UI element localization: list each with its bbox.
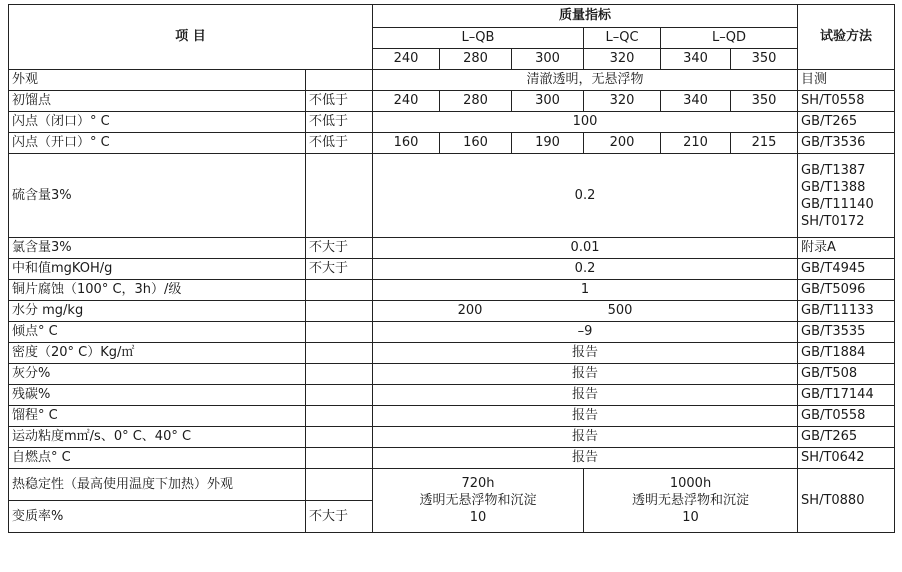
row-method: SH/T0642: [798, 448, 895, 469]
thermal-right-value: 1000h 透明无悬浮物和沉淀 10: [584, 469, 798, 533]
row-limit: [306, 427, 373, 448]
row-limit: [306, 343, 373, 364]
row-method: GB/T4945: [798, 259, 895, 280]
row-value: 200: [584, 133, 661, 154]
row-limit: 不低于: [306, 112, 373, 133]
row-name: 中和值mgKOH/g: [9, 259, 306, 280]
row-method: GB/T265: [798, 427, 895, 448]
row-limit: [306, 364, 373, 385]
row-method: GB/T1387 GB/T1388 GB/T11140 SH/T0172: [798, 154, 895, 238]
table-row: [9, 154, 895, 238]
row-name: 密度（20° C）Kg/㎡: [9, 343, 306, 364]
thermal-left-value: 720h 透明无悬浮物和沉淀 10: [373, 469, 584, 533]
row-value: –9: [373, 322, 798, 343]
row-name: 热稳定性（最高使用温度下加热）外观: [9, 469, 306, 501]
grade-qd: L–QD: [661, 28, 798, 49]
table-row: [9, 343, 895, 364]
row-value: 190: [512, 133, 584, 154]
grade-qb: L–QB: [373, 28, 584, 49]
row-value: 报告: [373, 343, 798, 364]
row-method: SH/T0880: [798, 469, 895, 533]
row-limit: [306, 280, 373, 301]
table-row: [9, 427, 895, 448]
row-limit: 不低于: [306, 133, 373, 154]
row-value: 0.2: [373, 154, 798, 238]
row-value: 0.01: [373, 238, 798, 259]
table-row: [9, 385, 895, 406]
table-row: [9, 133, 895, 154]
water-value-low: 200: [457, 303, 483, 318]
grade-qc: L–QC: [584, 28, 661, 49]
row-method: GB/T11133: [798, 301, 895, 322]
row-name: 灰分%: [9, 364, 306, 385]
header-method: 试验方法: [798, 5, 895, 70]
row-value: 报告: [373, 406, 798, 427]
row-name: 运动粘度m㎡/s、0° C、40° C: [9, 427, 306, 448]
row-method: GB/T1884: [798, 343, 895, 364]
row-method: GB/T3536: [798, 133, 895, 154]
table-row: [9, 91, 895, 112]
row-value: 340: [661, 91, 731, 112]
row-name: 自燃点° C: [9, 448, 306, 469]
row-value: 240: [373, 91, 440, 112]
row-limit: 不大于: [306, 259, 373, 280]
row-name: 水分 mg/kg: [9, 301, 306, 322]
row-limit: [306, 301, 373, 322]
row-value: 210: [661, 133, 731, 154]
table-row: [9, 112, 895, 133]
row-limit: 不低于: [306, 91, 373, 112]
row-method: 目测: [798, 70, 895, 91]
sub-header: 320: [584, 49, 661, 70]
row-method: GB/T0558: [798, 406, 895, 427]
row-value: 100: [373, 112, 798, 133]
row-name: 馏程° C: [9, 406, 306, 427]
table-row: [9, 364, 895, 385]
table-row: [9, 70, 895, 91]
row-limit: [306, 322, 373, 343]
row-value: 160: [373, 133, 440, 154]
row-name: 外观: [9, 70, 306, 91]
row-limit: [306, 385, 373, 406]
row-name: 氯含量3%: [9, 238, 306, 259]
table-row: [9, 280, 895, 301]
row-method: GB/T3535: [798, 322, 895, 343]
sub-header: 300: [512, 49, 584, 70]
row-name: 铜片腐蚀（100° C，3h）/级: [9, 280, 306, 301]
table-row: [9, 406, 895, 427]
row-method: GB/T17144: [798, 385, 895, 406]
row-name: 闪点（闭口）° C: [9, 112, 306, 133]
table-row: [9, 259, 895, 280]
table-row: [9, 322, 895, 343]
row-limit: [306, 469, 373, 501]
row-limit: [306, 448, 373, 469]
header-quality: 质量指标: [373, 5, 798, 28]
row-method: GB/T265: [798, 112, 895, 133]
row-limit: 不大于: [306, 238, 373, 259]
table-row: [9, 238, 895, 259]
row-method: GB/T5096: [798, 280, 895, 301]
table-row: [9, 448, 895, 469]
row-name: 变质率%: [9, 501, 306, 533]
row-value: 215: [731, 133, 798, 154]
row-limit: [306, 154, 373, 238]
row-value: 280: [440, 91, 512, 112]
table-row: [9, 301, 895, 322]
header-item: 项 目: [9, 5, 373, 70]
row-value: 清澈透明，无悬浮物: [373, 70, 798, 91]
row-name: 闪点（开口）° C: [9, 133, 306, 154]
row-value: 报告: [373, 364, 798, 385]
row-limit: [306, 70, 373, 91]
row-method: 附录A: [798, 238, 895, 259]
row-value: 320: [584, 91, 661, 112]
row-method: SH/T0558: [798, 91, 895, 112]
water-value-high: 500: [607, 303, 633, 318]
sub-header: 350: [731, 49, 798, 70]
row-value: 0.2: [373, 259, 798, 280]
table-row: [9, 469, 895, 501]
row-value: 报告: [373, 448, 798, 469]
sub-header: 280: [440, 49, 512, 70]
sub-header: 340: [661, 49, 731, 70]
row-limit: [306, 406, 373, 427]
row-value: [373, 301, 798, 322]
row-name: 硫含量3%: [9, 154, 306, 238]
sub-header: 240: [373, 49, 440, 70]
spec-table: [8, 4, 895, 533]
row-name: 倾点° C: [9, 322, 306, 343]
row-name: 初馏点: [9, 91, 306, 112]
row-value: 报告: [373, 427, 798, 448]
row-value: 300: [512, 91, 584, 112]
row-limit: 不大于: [306, 501, 373, 533]
row-name: 残碳%: [9, 385, 306, 406]
row-method: GB/T508: [798, 364, 895, 385]
row-value: 160: [440, 133, 512, 154]
row-value: 报告: [373, 385, 798, 406]
row-value: 1: [373, 280, 798, 301]
row-value: 350: [731, 91, 798, 112]
